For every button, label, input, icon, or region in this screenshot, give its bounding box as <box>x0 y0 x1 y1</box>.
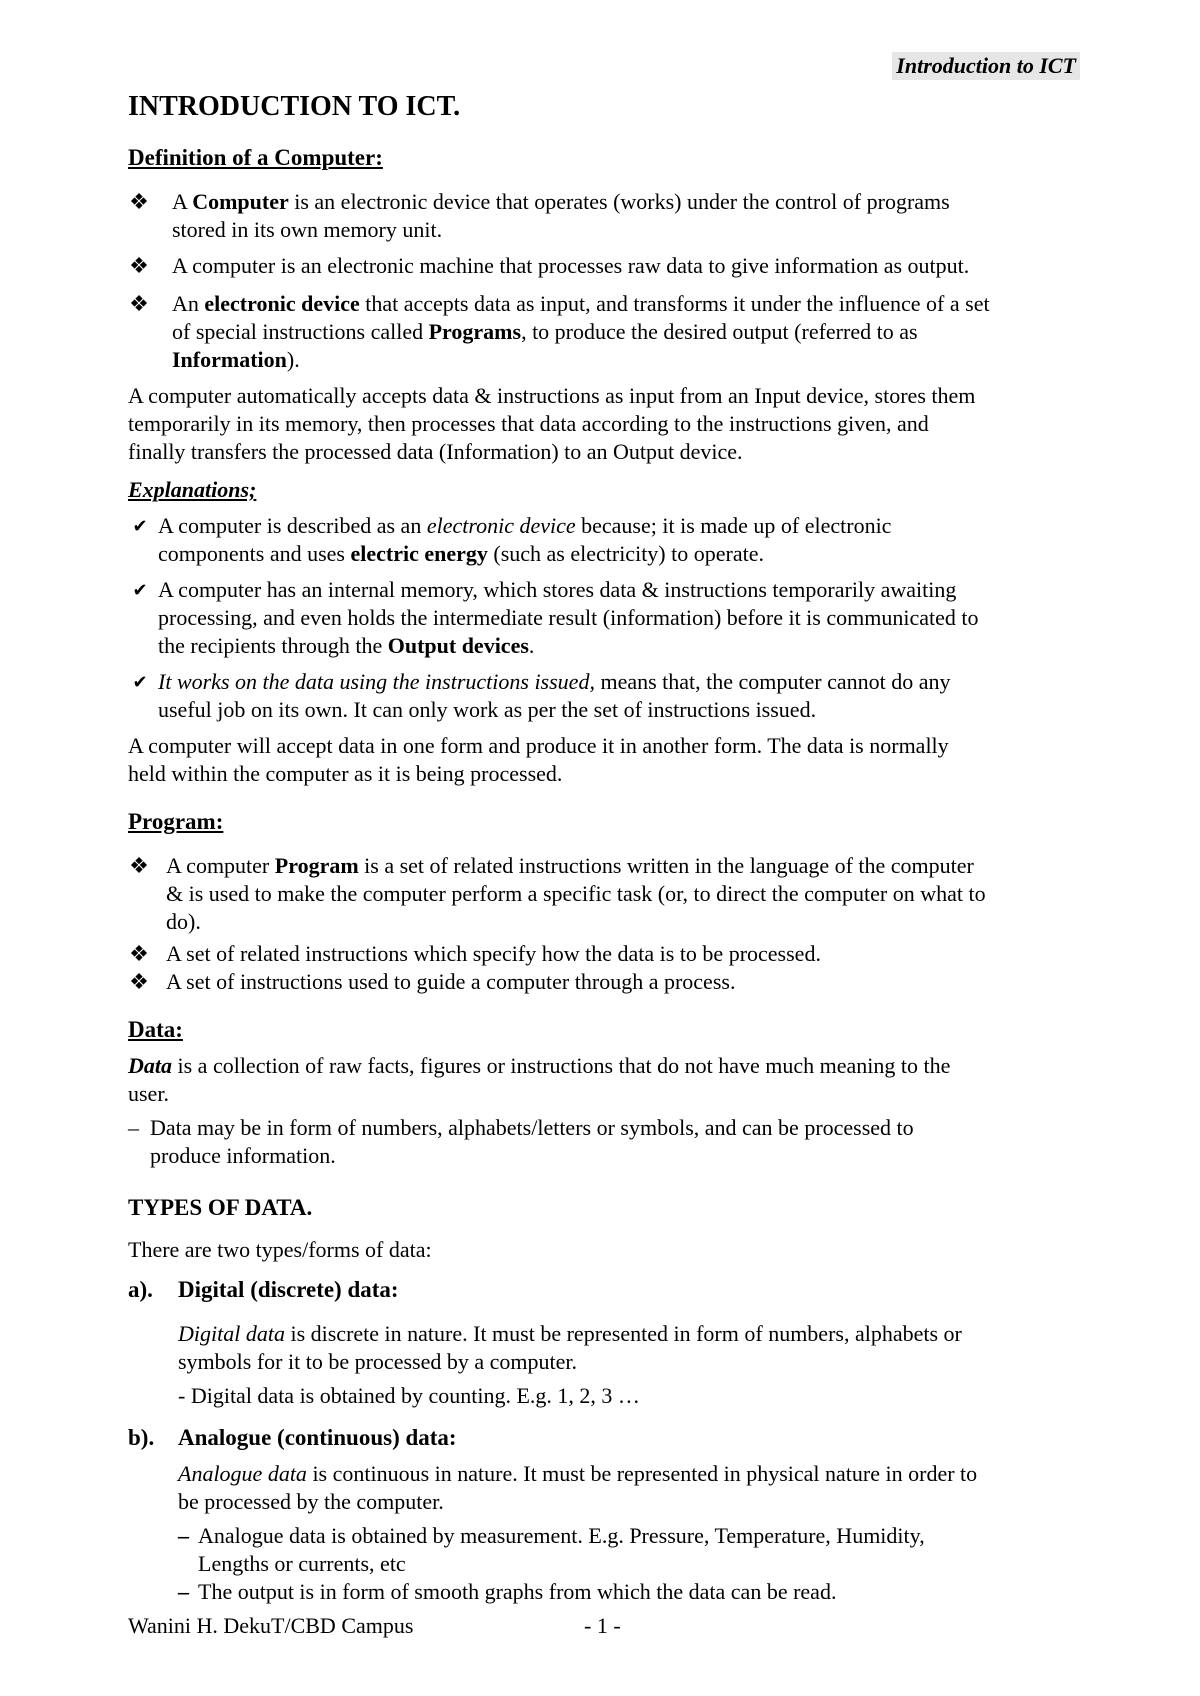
explanations-heading: Explanations; <box>128 477 257 502</box>
explanation-1-line-2: components and uses electric energy (such as electricity) to operate. <box>158 541 764 566</box>
type-b-label: b). <box>128 1425 155 1450</box>
dash-bullet-icon: – <box>128 1115 139 1140</box>
type-a-dash: - Digital data is obtained by counting. E.g. 1, 2, 3 … <box>178 1383 640 1408</box>
running-header: Introduction to ICT <box>892 52 1080 80</box>
definition-bullet-1: A Computer is an electronic device that operates (works) under the control of programs <box>172 189 950 214</box>
definition-paragraph-line-1: A computer automatically accepts data & instructions as input from an Input device, stores them <box>128 383 976 408</box>
type-a-line-2: symbols for it to be processed by a computer. <box>178 1349 577 1374</box>
data-heading: Data: <box>128 1017 183 1042</box>
definition-bullet-2: A computer is an electronic machine that processes raw data to give information as output. <box>172 253 970 278</box>
program-bullet-3: A set of instructions used to guide a computer through a process. <box>166 969 736 994</box>
type-b-dash-1-line-2: Lengths or currents, etc <box>198 1551 406 1576</box>
definition-bullet-3-line-2: of special instructions called Programs, to produce the desired output (referred to as <box>172 319 918 344</box>
type-a-line-1: Digital data is discrete in nature. It must be represented in form of numbers, alphabets or <box>178 1321 962 1346</box>
explanation-3-line-1: It works on the data using the instructions issued, means that, the computer cannot do any <box>158 669 951 694</box>
diamond-bullet-icon: ❖ <box>129 853 149 878</box>
type-b-line-2: be processed by the computer. <box>178 1489 444 1514</box>
definition-bullet-1-line-2: stored in its own memory unit. <box>172 217 443 242</box>
definition-paragraph-line-3: finally transfers the processed data (Information) to an Output device. <box>128 439 743 464</box>
explanation-2-line-1: A computer has an internal memory, which stores data & instructions temporarily awaiting <box>158 577 957 602</box>
data-dash-line-1: Data may be in form of numbers, alphabets/letters or symbols, and can be processed to <box>150 1115 914 1140</box>
dash-bullet-icon: – <box>178 1523 189 1548</box>
types-heading: TYPES OF DATA. <box>128 1195 313 1220</box>
type-a-label: a). <box>128 1277 153 1302</box>
program-bullet-2: A set of related instructions which specify how the data is to be processed. <box>166 941 821 966</box>
explanation-3-line-2: useful job on its own. It can only work as per the set of instructions issued. <box>158 697 817 722</box>
program-bullet-1-line-2: & is used to make the computer perform a specific task (or, to direct the computer on what to <box>166 881 986 906</box>
type-b-heading: Analogue (continuous) data: <box>178 1425 457 1450</box>
diamond-bullet-icon: ❖ <box>129 253 149 278</box>
dash-bullet-icon: – <box>178 1579 189 1604</box>
diamond-bullet-icon: ❖ <box>129 291 149 316</box>
explanations-paragraph-line-1: A computer will accept data in one form and produce it in another form. The data is normally <box>128 733 949 758</box>
data-dash-line-2: produce information. <box>150 1143 336 1168</box>
type-b-dash-1-line-1: Analogue data is obtained by measurement. E.g. Pressure, Temperature, Humidity, <box>198 1523 925 1548</box>
footer-page-number: - 1 - <box>584 1613 621 1638</box>
checkmark-icon: ✔ <box>132 580 148 600</box>
explanation-2-line-3: the recipients through the Output devices. <box>158 633 535 658</box>
types-intro: There are two types/forms of data: <box>128 1237 432 1262</box>
program-bullet-1-line-3: do). <box>166 909 201 934</box>
data-definition-line-2: user. <box>128 1081 169 1106</box>
checkmark-icon: ✔ <box>132 516 148 536</box>
definition-heading: Definition of a Computer: <box>128 145 383 170</box>
diamond-bullet-icon: ❖ <box>129 941 149 966</box>
footer-author: Wanini H. DekuT/CBD Campus <box>128 1613 414 1638</box>
type-b-line-1: Analogue data is continuous in nature. It must be represented in physical nature in order to <box>178 1461 978 1486</box>
checkmark-icon: ✔ <box>132 672 148 692</box>
definition-bullet-3-line-3: Information). <box>172 347 300 372</box>
definition-paragraph-line-2: temporarily in its memory, then processes that data according to the instructions given, and <box>128 411 929 436</box>
data-definition-line-1: Data is a collection of raw facts, figures or instructions that do not have much meaning to the <box>128 1053 951 1078</box>
document-title: INTRODUCTION TO ICT. <box>128 91 461 122</box>
explanation-2-line-2: processing, and even holds the intermediate result (information) before it is communicated to <box>158 605 979 630</box>
diamond-bullet-icon: ❖ <box>129 969 149 994</box>
type-b-dash-2: The output is in form of smooth graphs from which the data can be read. <box>198 1579 837 1604</box>
program-heading: Program: <box>128 809 224 834</box>
definition-bullet-3: An electronic device that accepts data as input, and transforms it under the influence of a set <box>172 291 990 316</box>
explanations-paragraph-line-2: held within the computer as it is being processed. <box>128 761 563 786</box>
diamond-bullet-icon: ❖ <box>129 189 149 214</box>
explanation-1-line-1: A computer is described as an electronic device because; it is made up of electronic <box>158 513 892 538</box>
type-a-heading: Digital (discrete) data: <box>178 1277 399 1302</box>
program-bullet-1: A computer Program is a set of related instructions written in the language of the computer <box>166 853 974 878</box>
